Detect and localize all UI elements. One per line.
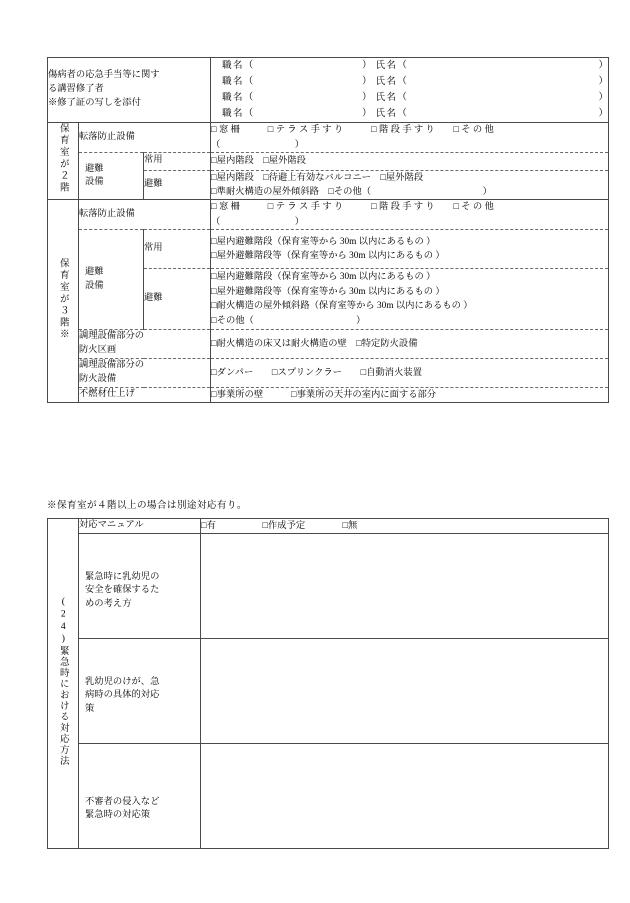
fire-compartment-label-line1: 調理設備部分の xyxy=(79,331,145,342)
option-line[interactable]: □ 窓 柵 □ テ ラ ス 手 す り □ 階 段 手 す り □ そ の 他 xyxy=(211,125,494,136)
label-line: 病時の具体的対応 xyxy=(85,690,160,701)
person-name-label: 氏名 xyxy=(375,92,398,104)
table-row xyxy=(48,123,609,153)
floor3-evac-sub-label-normal: 常用 xyxy=(144,230,211,269)
intruder-response-row-label xyxy=(79,744,201,849)
table-row xyxy=(48,744,609,849)
paren-close: ） xyxy=(598,108,609,120)
label-line: 緊急時に乳幼児の xyxy=(85,572,160,583)
option-line[interactable]: （ ） xyxy=(211,216,305,227)
table-row xyxy=(48,230,609,269)
manual-row-label: 対応マニュアル xyxy=(79,519,201,534)
table-row xyxy=(48,153,609,170)
floor3-evac-evac-options[interactable] xyxy=(211,269,609,330)
injury-response-row-value[interactable] xyxy=(201,639,609,744)
floor3-evac-sub-label-evac: 避難 xyxy=(144,269,211,330)
first-aid-label-line1: 傷病者の応急手当等に関す xyxy=(48,70,160,81)
emergency-vlabel-composite xyxy=(58,596,68,767)
safety-policy-row-value[interactable] xyxy=(201,534,609,639)
paren-open: （ xyxy=(397,76,407,88)
floor2-evacuation-label xyxy=(79,153,144,200)
first-aid-label-line2: る講習修了者 xyxy=(48,84,104,95)
paren-open: （ xyxy=(243,92,254,104)
label-line: 乳幼児のけが、急 xyxy=(85,677,160,688)
option-line[interactable]: □ 窓 柵 □ テ ラ ス 手 す り □ 階 段 手 す り □ そ の 他 xyxy=(211,202,494,213)
floor2-evac-normal-options[interactable] xyxy=(211,153,609,170)
floor3-fall-prevention-options[interactable] xyxy=(211,200,609,230)
job-title-label: 職名 xyxy=(222,76,244,88)
option-line[interactable]: □ダンパー □スプリンクラー □自動消火装置 xyxy=(211,367,422,378)
floor2-evac-sub-label-normal: 常用 xyxy=(144,153,211,170)
label-line: 安全を確保するた xyxy=(85,585,160,596)
option-line[interactable]: □事業所の壁 □事業所の天井の室内に面する部分 xyxy=(211,390,437,400)
table-row xyxy=(48,359,609,388)
floor3-evacuation-label-text: 避難 設備 xyxy=(85,267,104,291)
safety-policy-row-label xyxy=(79,534,201,639)
person-name-label: 氏名 xyxy=(375,60,398,71)
paren-close: ） xyxy=(362,76,372,88)
label-line: 緊急時の対応策 xyxy=(85,809,151,820)
floor3-evac-normal-options[interactable] xyxy=(211,230,609,269)
table-row xyxy=(48,534,609,639)
paren-close: ） xyxy=(362,108,372,120)
label-line: 策 xyxy=(85,703,95,714)
section-number: (24) xyxy=(57,595,69,646)
floor3-fire-equipment-label xyxy=(79,359,211,388)
first-aid-label-cell xyxy=(48,58,211,123)
floor2-evac-sub-label-evac: 避難 xyxy=(144,170,211,200)
table-row xyxy=(48,58,609,123)
paren-close: ） xyxy=(598,60,609,71)
floor3-noncombustible-label: 不燃材仕上げ xyxy=(79,388,211,403)
option-line[interactable]: □準耐火構造の屋外傾斜路 □その他（ ） xyxy=(211,187,492,198)
value-text[interactable] xyxy=(201,684,608,699)
job-title-label: 職名 xyxy=(222,108,244,120)
floor3-fire-equipment-options[interactable] xyxy=(211,359,609,388)
option-line[interactable]: □耐火構造の床又は耐火構造の壁 □特定防火設備 xyxy=(211,338,418,349)
floor2-fall-prevention-label: 転落防止設備 xyxy=(79,123,211,153)
floor3-noncombustible-options[interactable] xyxy=(211,388,609,403)
person-name-label: 氏名 xyxy=(375,76,398,88)
floor3-fire-compartment-label xyxy=(79,330,211,359)
option-line[interactable]: □屋内階段 □屋外階段 xyxy=(211,156,306,167)
label-line: めの考え方 xyxy=(85,598,132,609)
paren-open: （ xyxy=(397,60,407,71)
fire-equipment-label-line1: 調理設備部分の xyxy=(79,360,145,371)
list-item[interactable] xyxy=(211,90,608,106)
section-title: 緊急時における対応方法 xyxy=(57,645,69,767)
facility-safety-table xyxy=(47,57,609,403)
paren-open: （ xyxy=(397,92,407,104)
list-item[interactable] xyxy=(211,106,608,122)
first-aid-entries-cell xyxy=(211,58,609,123)
person-name-label: 氏名 xyxy=(375,108,398,120)
floor3-vertical-label: 保育室が３階※ xyxy=(48,200,79,403)
paren-close: ） xyxy=(362,92,372,104)
option-line[interactable]: □耐火構造の屋外傾斜路（保育室等から 30m 以内にあるもの ） xyxy=(211,301,473,312)
value-text[interactable] xyxy=(201,579,608,594)
paren-close: ） xyxy=(598,76,609,88)
floor2-fall-prevention-options[interactable] xyxy=(211,123,609,153)
paren-close: ） xyxy=(598,92,609,104)
paren-open: （ xyxy=(243,76,254,88)
floor2-evacuation-label-text: 避難 設備 xyxy=(85,163,104,188)
table-row xyxy=(48,200,609,230)
injury-response-label-text xyxy=(79,664,200,719)
paren-close: ） xyxy=(362,60,372,71)
paren-open: （ xyxy=(243,108,254,120)
note-fourth-floor: ※保育室が４階以上の場合は別途対応有り。 xyxy=(47,500,247,511)
safety-policy-label-text xyxy=(79,559,200,614)
option-line[interactable]: （ ） xyxy=(211,139,305,150)
injury-response-row-label xyxy=(79,639,201,744)
value-text[interactable] xyxy=(201,789,608,804)
option-line[interactable]: □屋内避難階段（保育室等から 30m 以内にあるもの ） xyxy=(211,236,436,247)
option-line[interactable]: □その他（ ） xyxy=(211,315,366,326)
floor3-fire-compartment-options[interactable] xyxy=(211,330,609,359)
paren-open: （ xyxy=(397,108,407,120)
option-line[interactable]: □有 □作成予定 □無 xyxy=(201,521,358,531)
floor3-evacuation-label xyxy=(79,230,144,330)
paren-open: （ xyxy=(243,60,254,71)
job-title-label: 職名 xyxy=(222,60,244,71)
list-item[interactable] xyxy=(211,58,608,74)
label-line: 不審者の侵入など xyxy=(85,796,160,807)
intruder-response-row-value[interactable] xyxy=(201,744,609,849)
manual-row-options[interactable] xyxy=(201,519,609,534)
intruder-response-label-text xyxy=(79,768,200,825)
table-row xyxy=(48,388,609,403)
first-aid-label-line3: ※修了証の写しを添付 xyxy=(48,98,141,109)
fire-equipment-label-line2: 防火設備 xyxy=(79,374,117,385)
option-line[interactable]: □屋内避難階段（保育室等から 30m 以内にあるもの ） xyxy=(211,272,436,283)
option-line[interactable]: □屋外避難階段等（保育室等から 30m 以内にあるもの ） xyxy=(211,251,445,262)
floor2-vertical-label: 保育室が２階 xyxy=(48,123,79,200)
emergency-section-vertical-label xyxy=(48,519,79,849)
option-line[interactable]: □屋外避難階段等（保育室等から 30m 以内にあるもの ） xyxy=(211,286,445,297)
option-line[interactable]: □屋内階段 □待避上有効なバルコニー □屋外階段 xyxy=(211,172,424,183)
list-item[interactable] xyxy=(211,74,608,90)
floor3-fall-prevention-label: 転落防止設備 xyxy=(79,200,211,230)
table-row xyxy=(48,519,609,534)
fire-compartment-label-line2: 防火区画 xyxy=(79,345,117,356)
table-row xyxy=(48,639,609,744)
job-title-label: 職名 xyxy=(222,92,244,104)
floor2-evac-evac-options[interactable] xyxy=(211,170,609,200)
table-row xyxy=(48,330,609,359)
emergency-response-table xyxy=(47,518,609,849)
